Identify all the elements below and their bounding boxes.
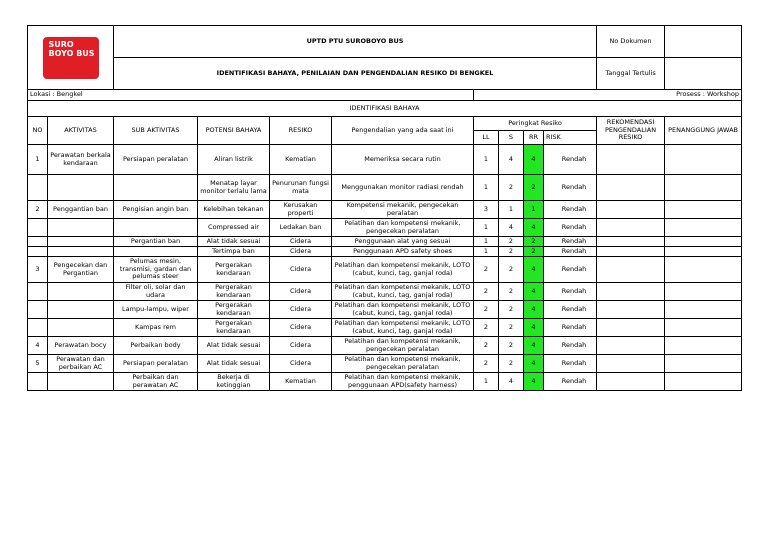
table-row [28,337,742,355]
cell-sub: Pelumas mesin, transmisi, gardan dan pelumas steer [114,257,198,283]
cell-rek [597,283,665,301]
cell-risk: Rendah [544,145,597,175]
cell-rek [597,237,665,247]
table-row [28,319,742,337]
col-rekomendasi: REKOMENDASI PENGENDALIAN RESIKO [597,117,665,145]
cell-potensi: Kelebihan tekanan [198,201,270,219]
cell-aktivitas: Penggantian ban [48,201,114,219]
cell-sub: Pergantian ban [114,237,198,247]
cell-no: 1 [28,145,48,175]
cell-potensi: Pergerakan kendaraan [198,257,270,283]
proses-label: Prosess : Workshop [474,90,742,101]
cell-pj [665,319,742,337]
table-row [28,373,742,391]
risk-table [27,25,742,391]
cell-rek [597,219,665,237]
cell-sub: Persiapan peralatan [114,355,198,373]
cell-resiko: Cidera [270,355,332,373]
table-row [28,175,742,201]
cell-aktivitas [48,301,114,319]
cell-s: 4 [499,373,524,391]
cell-risk: Rendah [544,337,597,355]
cell-s: 2 [499,301,524,319]
cell-ll: 2 [474,337,499,355]
cell-rek [597,337,665,355]
cell-pengendalian: Pelatihan dan kompetensi mekanik, pengecekan peralatan [332,337,474,355]
cell-ll: 3 [474,201,499,219]
cell-resiko: Cidera [270,257,332,283]
col-sub-aktivitas: SUB AKTIVITAS [114,117,198,145]
cell-aktivitas: Pengecekan dan Pergantian [48,257,114,283]
cell-potensi: Tertimpa ban [198,247,270,257]
cell-s: 2 [499,337,524,355]
cell-rr: 4 [524,219,544,237]
table-row [28,145,742,175]
cell-rr: 4 [524,257,544,283]
col-peringkat-resiko: Peringkat Resiko [474,117,597,131]
cell-pengendalian: Pelatihan dan kompetensi mekanik, LOTO (cabut, kunci, tag, ganjal roda) [332,301,474,319]
cell-resiko: Cidera [270,237,332,247]
cell-resiko: Kematian [270,145,332,175]
cell-pj [665,175,742,201]
cell-pj [665,301,742,319]
cell-rr: 4 [524,145,544,175]
cell-rek [597,257,665,283]
cell-sub: Kampas rem [114,319,198,337]
cell-ll: 2 [474,355,499,373]
cell-aktivitas: Perawatan dan perbaikan AC [48,355,114,373]
cell-ll: 1 [474,175,499,201]
cell-potensi: Alat tidak sesuai [198,355,270,373]
cell-potensi: Pergerakan kendaraan [198,283,270,301]
cell-s: 2 [499,355,524,373]
col-s: S [499,131,524,145]
cell-ll: 1 [474,373,499,391]
cell-ll: 2 [474,283,499,301]
cell-rek [597,355,665,373]
cell-no [28,301,48,319]
cell-pj [665,355,742,373]
cell-risk: Rendah [544,373,597,391]
cell-potensi: Aliran listrik [198,145,270,175]
cell-pj [665,283,742,301]
cell-aktivitas: Perawatan bocy [48,337,114,355]
cell-pengendalian: Menggunakan monitor radiasi rendah [332,175,474,201]
cell-pengendalian: Pelatihan dan kompetensi mekanik, pengecekan peralatan [332,219,474,237]
cell-rr: 2 [524,175,544,201]
cell-risk: Rendah [544,283,597,301]
no-dokumen-value [665,26,742,58]
tanggal-label: Tanggal Tertulis [597,58,665,90]
cell-s: 2 [499,283,524,301]
cell-sub: Perbaikan body [114,337,198,355]
cell-rr: 4 [524,373,544,391]
cell-potensi: Compressed air [198,219,270,237]
cell-pengendalian: Pelatihan dan kompetensi mekanik, pengecekan peralatan [332,355,474,373]
cell-aktivitas [48,373,114,391]
col-risk: RISK [544,131,597,145]
cell-potensi: Pergerakan kendaraan [198,319,270,337]
cell-resiko: Kematian [270,373,332,391]
cell-rek [597,247,665,257]
cell-aktivitas [48,237,114,247]
cell-resiko: Cidera [270,319,332,337]
cell-resiko: Cidera [270,247,332,257]
cell-pengendalian: Penggunaan alat yang sesuai [332,237,474,247]
cell-resiko: Kerusakan properti [270,201,332,219]
cell-sub [114,219,198,237]
col-penanggung-jawab: PENANGGUNG JAWAB [665,117,742,145]
cell-s: 4 [499,145,524,175]
cell-no [28,237,48,247]
cell-resiko: Ledakan ban [270,219,332,237]
cell-ll: 1 [474,237,499,247]
cell-no [28,175,48,201]
cell-sub: Filter oli, solar dan udara [114,283,198,301]
cell-rr: 4 [524,355,544,373]
cell-rr: 2 [524,247,544,257]
cell-s: 4 [499,219,524,237]
cell-risk: Rendah [544,247,597,257]
cell-pj [665,373,742,391]
cell-sub [114,175,198,201]
cell-no [28,373,48,391]
cell-pengendalian: Penggunaan APD safety shoes [332,247,474,257]
cell-pengendalian: Pelatihan dan kompetensi mekanik, LOTO (cabut, kunci, tag, ganjal roda) [332,319,474,337]
cell-no [28,319,48,337]
cell-rek [597,145,665,175]
cell-no: 4 [28,337,48,355]
cell-pj [665,237,742,247]
cell-risk: Rendah [544,355,597,373]
cell-aktivitas [48,175,114,201]
cell-pengendalian: Pelatihan dan kompetensi mekanik, penggunaan APD(safety harness) [332,373,474,391]
page-title: IDENTIFIKASI BAHAYA, PENILAIAN DAN PENGENDALIAN RESIKO DI BENGKEL [114,58,597,90]
tanggal-value [665,58,742,90]
cell-rek [597,201,665,219]
cell-aktivitas: Perawatan berkala kendaraan [48,145,114,175]
cell-no [28,247,48,257]
cell-ll: 1 [474,247,499,257]
cell-aktivitas [48,319,114,337]
cell-pengendalian: Memeriksa secara rutin [332,145,474,175]
cell-aktivitas [48,283,114,301]
col-aktivitas: AKTIVITAS [48,117,114,145]
table-row [28,257,742,283]
cell-risk: Rendah [544,319,597,337]
cell-sub: Lampu-lampu, wiper [114,301,198,319]
cell-rek [597,373,665,391]
cell-pj [665,145,742,175]
cell-resiko: Cidera [270,301,332,319]
cell-risk: Rendah [544,257,597,283]
cell-sub: Persiapan peralatan [114,145,198,175]
table-row [28,301,742,319]
table-row [28,201,742,219]
cell-aktivitas [48,219,114,237]
cell-ll: 2 [474,257,499,283]
cell-resiko: Penurunan fungsi mata [270,175,332,201]
cell-rek [597,175,665,201]
cell-no: 3 [28,257,48,283]
suroboyo-bus-logo: SURO BOYO BUS [43,37,99,79]
cell-s: 2 [499,247,524,257]
cell-no [28,283,48,301]
lokasi-label: Lokasi : Bengkel [28,90,474,101]
cell-rr: 2 [524,237,544,247]
cell-ll: 2 [474,319,499,337]
cell-rek [597,319,665,337]
cell-resiko: Cidera [270,283,332,301]
cell-sub: Perbaikan dan perawatan AC [114,373,198,391]
cell-risk: Rendah [544,237,597,247]
cell-aktivitas [48,247,114,257]
cell-risk: Rendah [544,175,597,201]
cell-pengendalian: Pelatihan dan kompetensi mekanik, LOTO (cabut, kunci, tag, ganjal roda) [332,283,474,301]
col-no: NO [28,117,48,145]
cell-sub [114,247,198,257]
cell-risk: Rendah [544,201,597,219]
logo-cell [28,26,114,90]
table-row [28,237,742,247]
cell-no [28,219,48,237]
org-name: UPTD PTU SUROBOYO BUS [114,26,597,58]
cell-potensi: Bekerja di ketinggian [198,373,270,391]
cell-sub: Pengisian angin ban [114,201,198,219]
cell-rr: 4 [524,283,544,301]
no-dokumen-label: No Dokumen [597,26,665,58]
cell-no: 2 [28,201,48,219]
cell-rr: 1 [524,201,544,219]
cell-pj [665,201,742,219]
cell-potensi: Menatap layar monitor terlalu lama [198,175,270,201]
cell-s: 1 [499,201,524,219]
col-resiko: RESIKO [270,117,332,145]
cell-potensi: Alat tidak sesuai [198,237,270,247]
cell-risk: Rendah [544,301,597,319]
cell-s: 2 [499,237,524,247]
cell-s: 2 [499,319,524,337]
cell-pengendalian: Kompetensi mekanik, pengecekan peralatan [332,201,474,219]
cell-rr: 4 [524,301,544,319]
col-potensi-bahaya: POTENSI BAHAYA [198,117,270,145]
col-rr: RR [524,131,544,145]
cell-rr: 4 [524,337,544,355]
cell-risk: Rendah [544,219,597,237]
table-row [28,219,742,237]
cell-rek [597,301,665,319]
cell-ll: 2 [474,301,499,319]
cell-pengendalian: Pelatihan dan kompetensi mekanik, LOTO (cabut, kunci, tag, ganjal roda) [332,257,474,283]
cell-s: 2 [499,175,524,201]
cell-resiko: Cidera [270,337,332,355]
cell-no: 5 [28,355,48,373]
cell-pj [665,257,742,283]
cell-potensi: Alat tidak sesuai [198,337,270,355]
col-pengendalian: Pengendalian yang ada saat ini [332,117,474,145]
cell-pj [665,247,742,257]
cell-s: 2 [499,257,524,283]
table-row [28,355,742,373]
table-row [28,247,742,257]
section-title: IDENTIFIKASI BAHAYA [28,101,742,117]
cell-ll: 1 [474,145,499,175]
cell-potensi: Pergerakan kendaraan [198,301,270,319]
table-row [28,283,742,301]
cell-ll: 1 [474,219,499,237]
cell-pj [665,337,742,355]
cell-rr: 4 [524,319,544,337]
cell-pj [665,219,742,237]
col-ll: LL [474,131,499,145]
